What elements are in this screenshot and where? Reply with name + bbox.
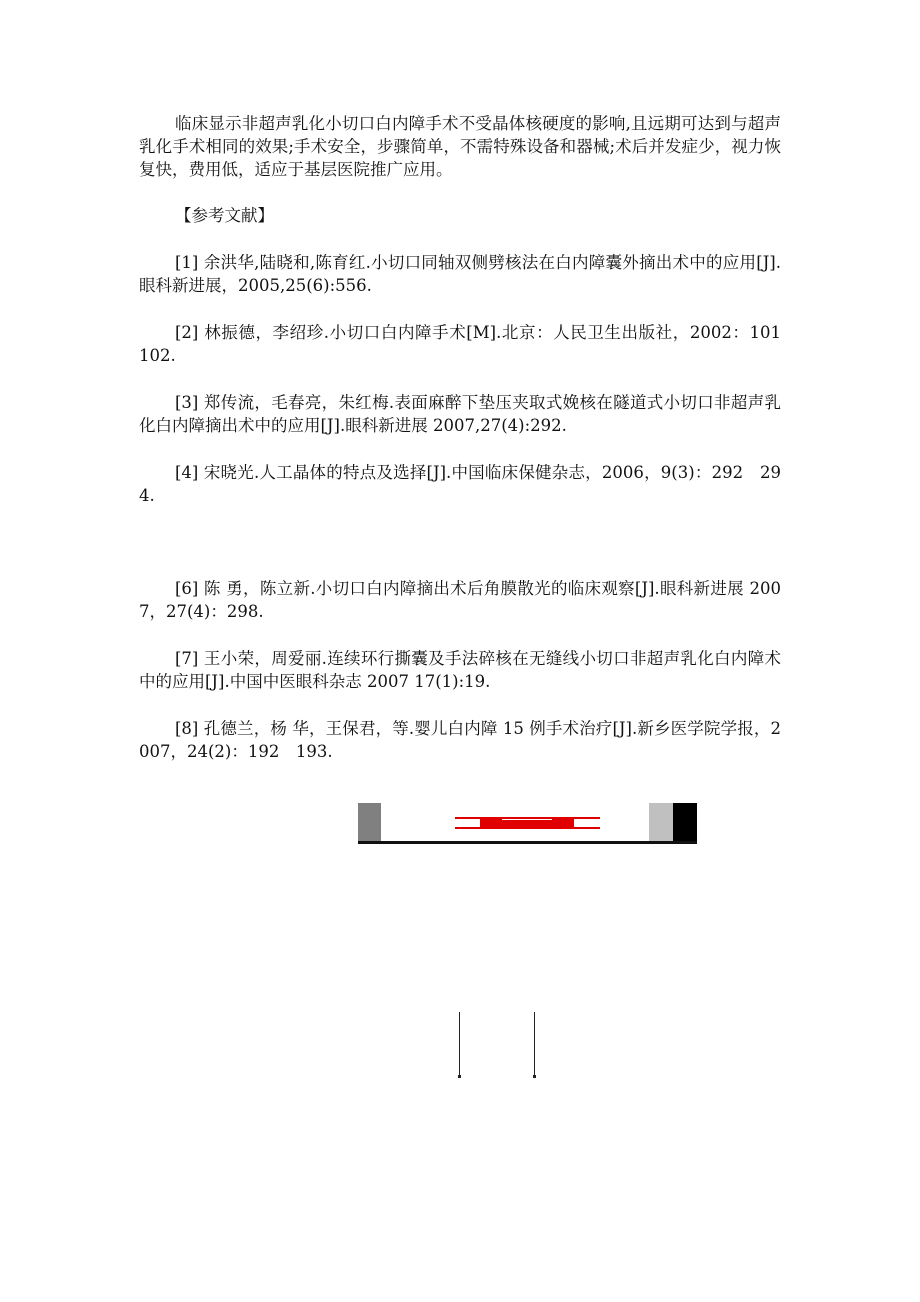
reference-item: [7] 王小荣，周爱丽.连续环行撕囊及手法碎核在无缝线小切口非超声乳化白内障术中的应用[J].中国中医眼科杂志 2007 17(1):19. xyxy=(139,649,781,691)
red-block-right xyxy=(552,817,574,829)
decorative-bar-graphic xyxy=(358,803,697,845)
reference-item: [6] 陈 勇，陈立新.小切口白内障摘出术后角膜散光的临床观察[J].眼科新进展 2007，27(4)：298. xyxy=(139,579,781,621)
reference-item: [4] 宋晓光.人工晶体的特点及选择[J].中国临床保健杂志，2006，9(3)：292 294. xyxy=(139,463,781,505)
red-line-top xyxy=(455,817,600,819)
body-paragraph: 临床显示非超声乳化小切口白内障手术不受晶体核硬度的影响,且远期可达到与超声乳化手术相同的效果;手术安全，步骤简单，不需特殊设备和器械;术后并发症少，视力恢复快，费用低，适应于基层医院推广应用。 xyxy=(139,114,781,179)
bar-black-segment xyxy=(673,803,697,841)
vertical-rule-right xyxy=(534,1012,535,1076)
vertical-rule-left xyxy=(459,1012,460,1076)
bar-gray-segment xyxy=(358,803,381,841)
bar-light-gray-segment xyxy=(649,803,673,841)
references-heading: 【参考文献】 xyxy=(175,206,274,225)
reference-item: [8] 孔德兰，杨 华，王保君，等.婴儿白内障 15 例手术治疗[J].新乡医学院学报，2007，24(2)：192 193. xyxy=(139,719,781,761)
reference-item: [3] 郑传流，毛春亮，朱红梅.表面麻醉下垫压夹取式娩核在隧道式小切口非超声乳化白内障摘出术中的应用[J].眼科新进展 2007,27(4):292. xyxy=(139,393,781,435)
red-block-left xyxy=(480,817,502,829)
red-line-bottom xyxy=(455,827,600,829)
bar-bottom-rule xyxy=(358,841,697,844)
reference-item: [2] 林振德，李绍珍.小切口白内障手术[M].北京：人民卫生出版社，2002：101 102. xyxy=(139,323,798,365)
reference-item: [1] 余洪华,陆晓和,陈育红.小切口同轴双侧劈核法在白内障囊外摘出术中的应用[J].眼科新进展，2005,25(6):556. xyxy=(139,253,781,295)
red-block-center xyxy=(502,820,552,827)
